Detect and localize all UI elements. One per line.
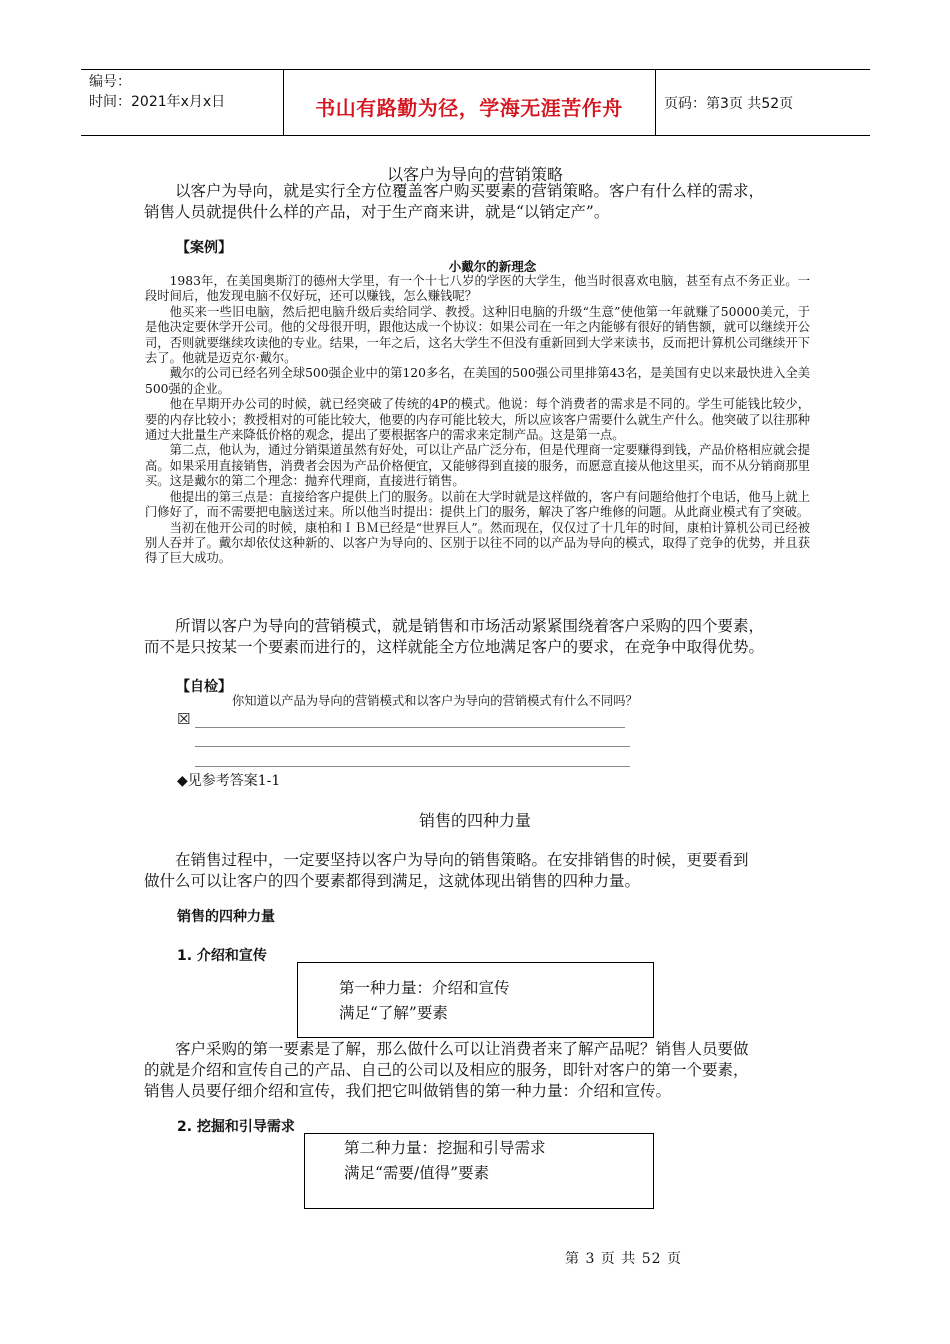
section-title-customer-oriented: 以客户为导向的营销策略: [386, 165, 563, 184]
item1-heading: 1. 介绍和宣传: [177, 948, 267, 964]
intro-line-2: 销售人员就提供什么样的产品，对于生产商来讲，就是“以销定产”。: [144, 203, 610, 221]
self-check-question: 你知道以产品为导向的营销模式和以客户为导向的营销模式有什么不同吗？: [232, 694, 638, 708]
section2-intro: [144, 850, 810, 892]
section2-intro-line-2: 做什么可以让客户的四个要素都得到满足，这就体现出销售的四种力量。: [144, 872, 641, 890]
self-check-label: 【自检】: [176, 679, 232, 695]
section-intro: [144, 181, 810, 223]
force1-requirement: 满足“了解”要素: [339, 1004, 448, 1022]
case-paragraph: 第二点，他认为，通过分销渠道虽然有好处，可以让产品广泛分布，但是代理商一定要赚得到钱，产品价格相应就会提高。如果采用直接销售，消费者会因为产品价格便宜，又能够得到直接的服务，而愿意直接从他这里买，而不从分销商那里买。这是戴尔的第二个理念：抛弃代理商，直接进行销售。: [145, 443, 810, 489]
item1-line-1: 客户采购的第一要素是了解，那么做什么可以让消费者来了解产品呢？销售人员要做: [175, 1040, 749, 1058]
page-footer: 第 3 页 共 52 页: [565, 1251, 682, 1267]
case-paragraph: 当初在他开公司的时候，康柏和ＩＢＭ已经是“世界巨人”。然而现在，仅仅过了十几年的时间，康柏计算机公司已经被别人吞并了。戴尔却依仗这种新的、以客户为导向的、区别于以往不同的以产品为导向的模式，取得了竞争的优势，并且获得了巨大成功。: [145, 520, 810, 566]
section-title-four-forces: 销售的四种力量: [418, 811, 531, 830]
header-time-label: 时间：2021年x月x日: [89, 94, 226, 110]
case-title: 小戴尔的新理念: [448, 259, 537, 274]
force1-box: [297, 962, 654, 1038]
force2-title: 第二种力量：挖掘和引导需求: [344, 1139, 546, 1157]
header-page-info: 页码：第3页 共52页: [664, 96, 794, 112]
case-paragraph: 1983年，在美国奥斯汀的德州大学里，有一个十七八岁的学医的大学生，他当时很喜欢电脑，甚至有点不务正业。一段时间后，他发现电脑不仅好玩，还可以赚钱，怎么赚钱呢？: [145, 274, 810, 304]
case-paragraph: 他买来一些旧电脑，然后把电脑升级后卖给同学、教授。这种旧电脑的升级“生意”使他第一年就赚了50000美元，于是他决定要休学开公司。他的父母很开明，跟他达成一个协议：如果公司在一年之内能够有很好的销售额，就可以继续开公司，否则就要继续攻读他的专业。结果，一年之后，这名大学生不但没有重新回到大学来读书，反而把计算机公司继续开下去了。他就是迈克尔·戴尔。: [145, 304, 810, 366]
answer-reference: ◆见参考答案1-1: [177, 773, 281, 789]
header-motto: 书山有路勤为径，学海无涯苦作舟: [315, 96, 623, 120]
force2-requirement: 满足“需要/值得”要素: [344, 1164, 490, 1182]
item1-text: [144, 1039, 810, 1102]
summary-line-1: 所谓以客户为导向的营销模式，就是销售和市场活动紧紧围绕着客户采购的四个要素，: [175, 617, 765, 635]
case-paragraph: 他在早期开办公司的时候，就已经突破了传统的4P的模式。他说：每个消费者的需求是不同的。学生可能钱比较少，要的内存比较小；教授相对的可能比较大，他要的内存可能比较大，所以应该客户需要什么就生产什么。他突破了以往那种通过大批量生产来降低价格的观念，提出了要根据客户的需求来定制产品。这是第一点。: [145, 397, 810, 443]
item2-heading: 2. 挖掘和引导需求: [177, 1119, 295, 1135]
summary-line-2: 而不是只按某一个要素而进行的，这样就能全方位地满足客户的要求，在竞争中取得优势。: [144, 638, 765, 656]
header-number-label: 编号：: [89, 74, 131, 90]
item1-line-2: 的就是介绍和宣传自己的产品、自己的公司以及相应的服务，即针对客户的第一个要素，: [144, 1061, 749, 1079]
force2-box: [304, 1133, 654, 1209]
case-story: [145, 274, 810, 567]
case-paragraph: 戴尔的公司已经名列全球500强企业中的第120多名，在美国的500强公司里排第43名，是美国有史以来最快进入全美500强的企业。: [145, 366, 810, 396]
section2-intro-line-1: 在销售过程中，一定要坚持以客户为导向的销售策略。在安排销售的时候，更要看到: [175, 851, 749, 869]
section2-subtitle: 销售的四种力量: [177, 909, 275, 925]
case-paragraph: 他提出的第三点是：直接给客户提供上门的服务。以前在大学时就是这样做的，客户有问题给他打个电话，他马上就上门修好了，而不需要把电脑送过来。所以他当时提出：提供上门的服务，解决了客户维修的问题。从此商业模式有了突破。: [145, 489, 810, 520]
answer-line[interactable]: [195, 727, 625, 728]
force1-title: 第一种力量：介绍和宣传: [339, 979, 510, 997]
intro-line-1: 以客户为导向，就是实行全方位覆盖客户购买要素的营销策略。客户有什么样的需求，: [175, 182, 765, 200]
header-top-border: [81, 69, 870, 70]
header-bottom-border: [81, 135, 870, 136]
header-divider-right: [655, 69, 656, 135]
checkbox-icon[interactable]: ☒: [177, 710, 191, 728]
answer-line[interactable]: [195, 766, 630, 767]
case-summary: [144, 616, 810, 658]
answer-line[interactable]: [195, 746, 630, 747]
item1-line-3: 销售人员要仔细介绍和宣传，我们把它叫做销售的第一种力量：介绍和宣传。: [144, 1082, 672, 1100]
case-label: 【案例】: [176, 240, 232, 256]
